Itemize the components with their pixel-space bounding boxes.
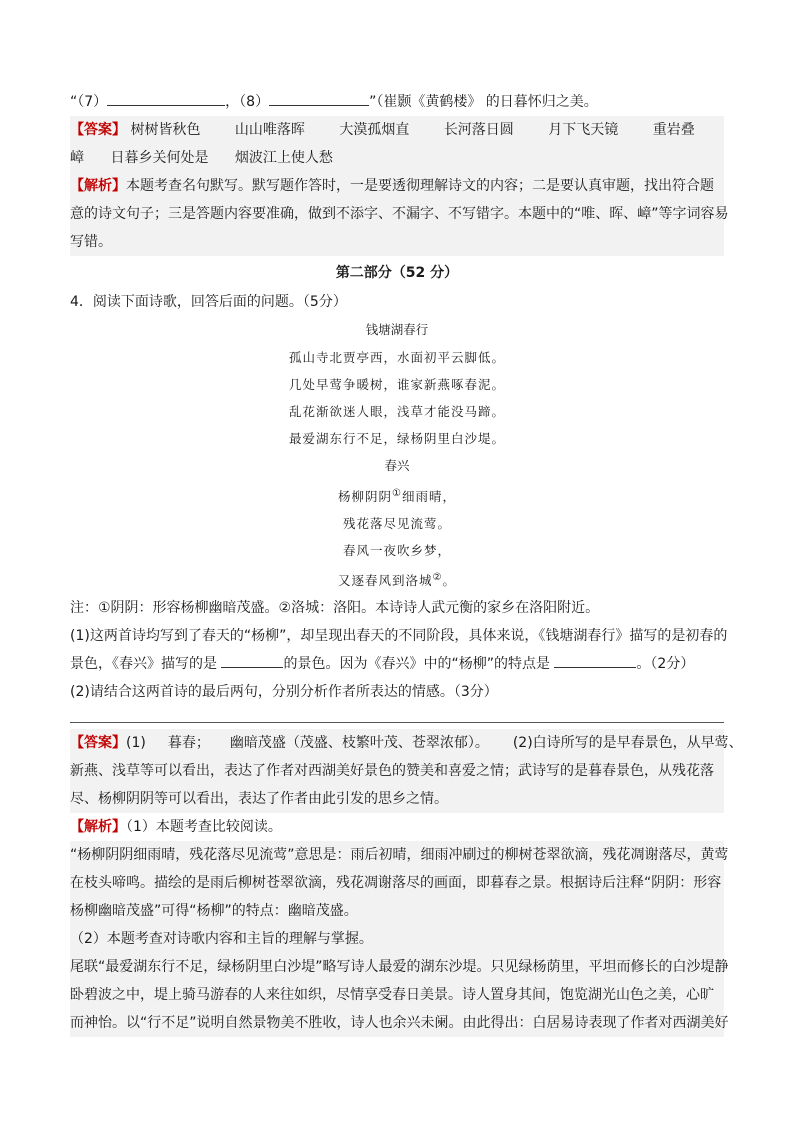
analysis-para: 而神怡。以“行不足”说明自然景物美不胜收，诗人也余兴未阑。由此得出：白居易诗表现了作者对西湖美好: [70, 1015, 729, 1032]
poem2-title: 春兴: [384, 458, 410, 473]
blank-8[interactable]: [269, 89, 369, 106]
q4-answer-line1: 【答案】(1) 暮春； 幽暗茂盛（茂盛、枝繁叶茂、苍翠浓郁）。 (2)白诗所写的是早春景色，从早莺、: [70, 735, 743, 752]
poem2-line: 残花落尽见流莺。: [342, 516, 451, 532]
analysis-para: “杨柳阴阴细雨晴，残花落尽见流莺”意思是：雨后初晴，细雨冲刷过的柳树苍翠欲滴，残花凋谢落尽，黄莺: [70, 847, 729, 864]
poem-note: 注：①阴阴：形容杨柳幽暗茂盛。②洛城：洛阳。本诗诗人武元衡的家乡在洛阳附近。: [70, 600, 600, 617]
analysis-tag: 【解析】: [70, 819, 126, 836]
q3-analysis-line2: 意的诗文句子；三是答题内容要准确，做到不添字、不漏字、不写错字。本题中的“唯、晖、嶂”等字词容易: [70, 206, 729, 222]
document-page: [70, 88, 743, 1037]
poem1-line: 几处早莺争暖树，谁家新燕啄春泥。: [288, 377, 505, 392]
blank-7[interactable]: [107, 89, 225, 106]
poem2-line: 杨柳阴阴①细雨晴，: [338, 488, 456, 505]
analysis-para: （2）本题考查对诗歌内容和主旨的理解与掌握。: [70, 931, 373, 948]
note-marker-2: ②: [432, 572, 443, 584]
answer-tag: 【答案】: [70, 735, 126, 752]
poem1-line: 最爱湖东行不足，绿杨阴里白沙堤。: [288, 431, 505, 446]
poem1-title: 钱塘湖春行: [365, 322, 429, 337]
analysis-para: 卧碧波之中，堤上骑马游春的人来往如织，尽情享受春日美景。诗人置身其间，饱览湖光山色之美，心旷: [70, 987, 714, 1004]
blank-sub1-b[interactable]: [554, 651, 636, 668]
q4-sub1-line2: 景色，《春兴》描写的是 的景色。因为《春兴》中的“杨柳”的特点是 。（2分）: [70, 650, 724, 678]
analysis-para: 杨柳幽暗茂盛”可得“杨柳”的特点：幽暗茂盛。: [70, 903, 358, 920]
analysis-tag: 【解析】: [70, 178, 126, 194]
q4-sub2: (2)请结合这两首诗的最后两句，分别分析作者所表达的情感。（3分）: [70, 684, 498, 701]
q3-analysis-line3: 写错。: [70, 234, 112, 250]
note-marker-1: ①: [392, 488, 402, 499]
q4-sub1-line1: (1)这两首诗均写到了春天的“杨柳”，却呈现出春天的不同阶段，具体来说，《钱塘湖春行》描写的是初春的: [70, 628, 728, 645]
q4-analysis-line1: 【解析】（1）本题考查比较阅读。: [70, 819, 282, 836]
q4-stem: 4．阅读下面诗歌，回答后面的问题。（5分）: [70, 294, 347, 310]
q3-answer-line1: 【答案】 树树皆秋色 山山唯落晖 大漠孤烟直 长河落日圆 月下飞天镜 重岩叠: [70, 122, 695, 138]
blank-sub1-a[interactable]: [221, 651, 283, 668]
q3-answer-block: [70, 116, 729, 256]
q4-answer-block: [70, 729, 743, 813]
poem2-line: 春风一夜吹乡梦，: [342, 543, 451, 559]
q3-answer-line2: 嶂 日暮乡关何处是 烟波江上使人愁: [70, 150, 333, 166]
section-title: 第二部分（52 分）: [335, 265, 459, 281]
poem1-line: 孤山寺北贾亭西，水面初平云脚低。: [288, 350, 505, 365]
q3-analysis-line1: 【解析】本题考查名句默写。默写题作答时，一是要透彻理解诗文的内容；二是要认真审题，找出符合题: [70, 178, 714, 194]
poem2-line: 又逐春风到洛城②。: [338, 572, 456, 589]
analysis-para: 在枝头啼鸣。描绘的是雨后柳树苍翠欲滴，残花凋谢落尽的画面，即暮春之景。根据诗后注释“阴阴：形容: [70, 875, 722, 892]
q4-answer-line3: 尽、杨柳阴阴等可以看出，表达了作者由此引发的思乡之情。: [70, 791, 448, 808]
q4-answer-line2: 新燕、浅草等可以看出，表达了作者对西湖美好景色的赞美和喜爱之情；武诗写的是暮春景色，从残花落: [70, 763, 714, 780]
analysis-para: 尾联“最爱湖东行不足，绿杨阴里白沙堤”略写诗人最爱的湖东沙堤。只见绿杨荫里，平坦而修长的白沙堤静: [70, 959, 729, 976]
poem1-line: 乱花渐欲迷人眼，浅草才能没马蹄。: [288, 404, 505, 419]
answer-tag: 【答案】: [70, 122, 126, 138]
q3-fill-line: “（7） ，（8） ”（崔颢《黄鹤楼》 的日暮怀归之美。: [70, 88, 724, 116]
divider: [70, 722, 724, 723]
q4-analysis-block: [70, 841, 729, 1037]
